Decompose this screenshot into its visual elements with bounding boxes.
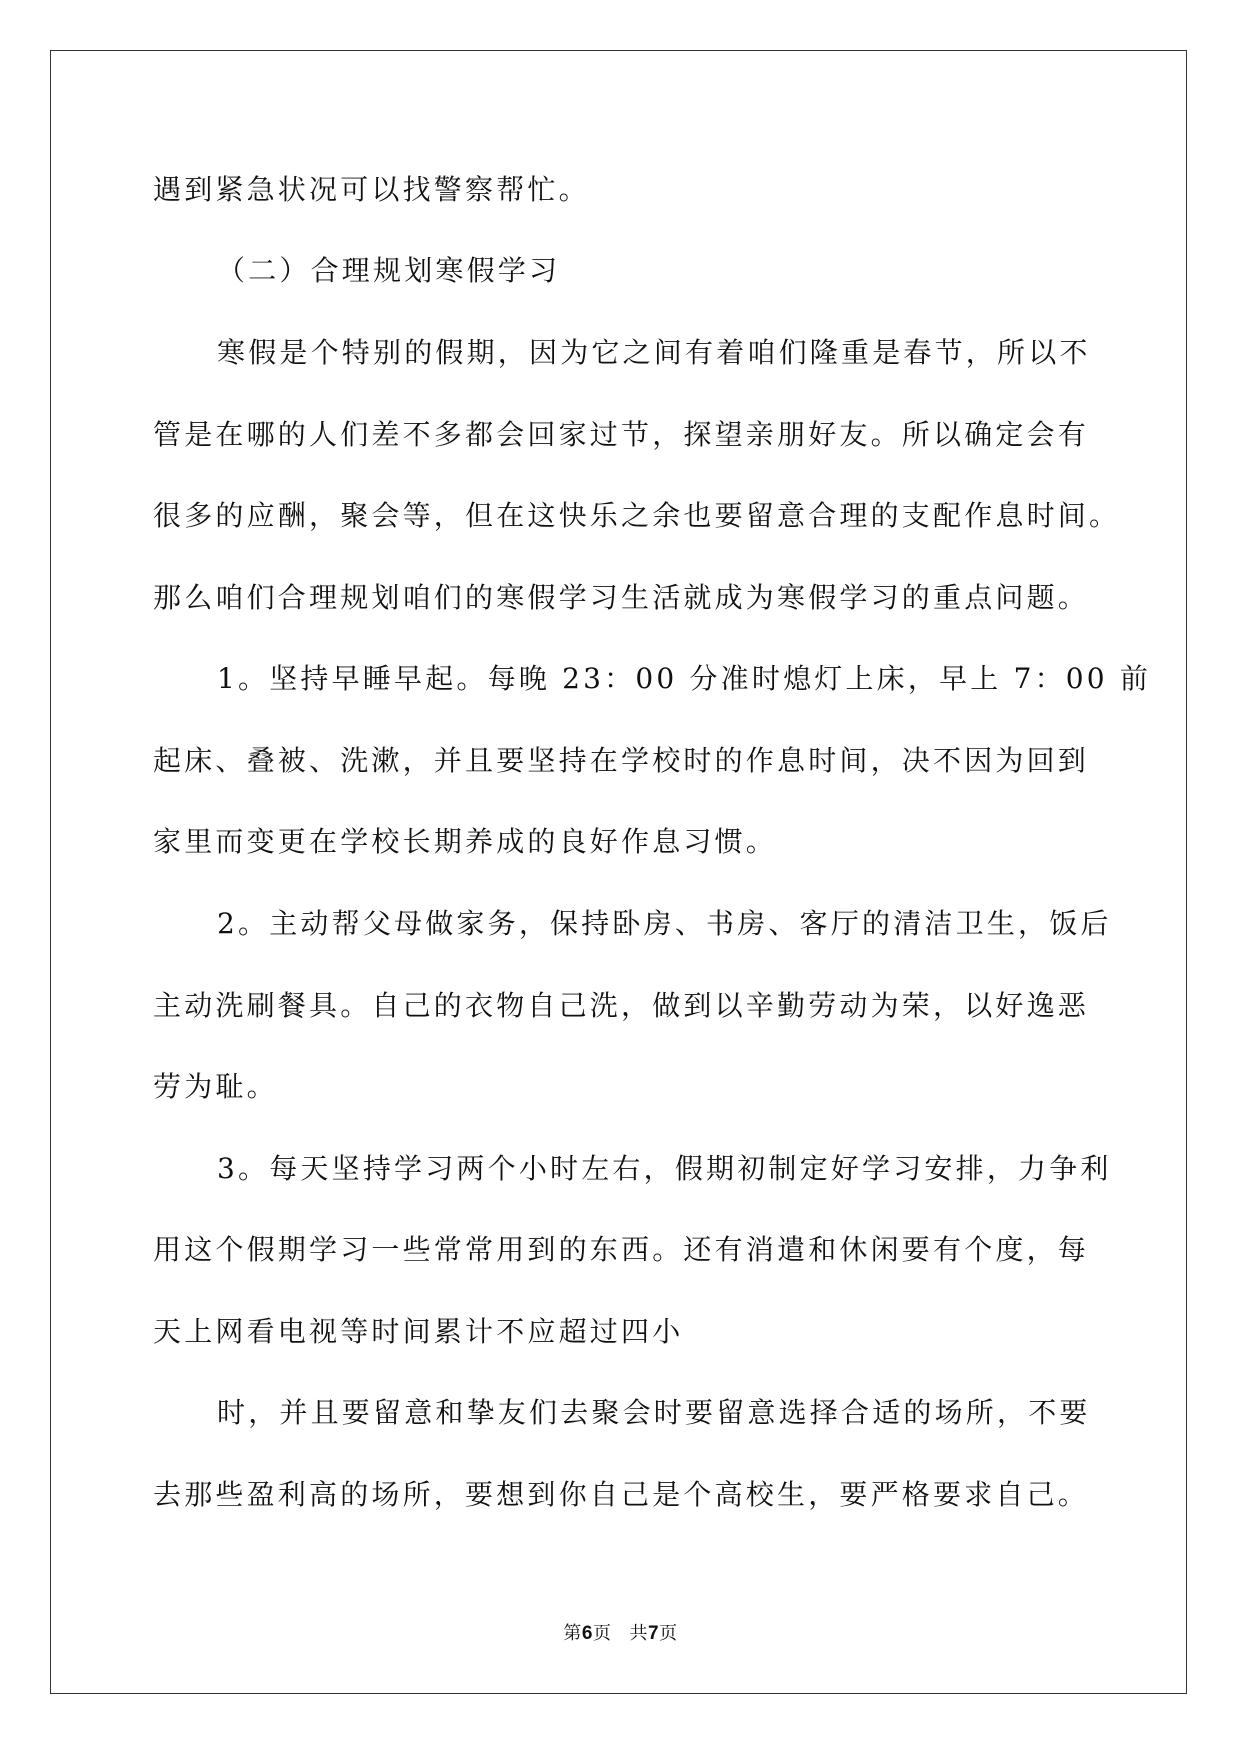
footer-page-suffix: 页 (593, 1623, 612, 1644)
footer-total-suffix: 页 (659, 1623, 678, 1644)
body-line-3: 寒假是个特别的假期，因为它之间有着咱们隆重是春节，所以不 (217, 336, 1091, 369)
item-1-line-1: 1。坚持早睡早起。每晚 23：00 分准时熄灯上床，早上 7：00 前 (217, 662, 1152, 695)
item-1-line-2: 起床、叠被、洗漱，并且要坚持在学校时的作息时间，决不因为回到 (153, 744, 1090, 777)
footer-prefix: 第 (563, 1623, 582, 1644)
item-1-line-3: 家里而变更在学校长期养成的良好作息习惯。 (153, 825, 778, 858)
body-line-6: 那么咱们合理规划咱们的寒假学习生活就成为寒假学习的重点问题。 (153, 581, 1090, 614)
page-footer (0, 1622, 1241, 1646)
section-heading: （二）合理规划寒假学习 (217, 254, 561, 287)
body-line-17: 去那些盈利高的场所，要想到你自己是个高校生，要严格要求自己。 (153, 1478, 1090, 1511)
item-2-line-1: 2。主动帮父母做家务，保持卧房、书房、客厅的清洁卫生，饭后 (217, 907, 1112, 940)
item-3-line-1: 3。每天坚持学习两个小时左右，假期初制定好学习安排，力争利 (217, 1152, 1112, 1185)
body-line-4: 管是在哪的人们差不多都会回家过节，探望亲朋好友。所以确定会有 (153, 418, 1090, 451)
footer-page-number: 6 (581, 1623, 593, 1644)
page-border (50, 50, 1187, 1694)
body-line-1: 遇到紧急状况可以找警察帮忙。 (153, 173, 590, 206)
footer-total-prefix: 共 (629, 1623, 648, 1644)
body-line-16: 时，并且要留意和挚友们去聚会时要留意选择合适的场所，不要 (217, 1396, 1091, 1429)
item-3-line-2: 用这个假期学习一些常常用到的东西。还有消遣和休闲要有个度，每 (153, 1233, 1090, 1266)
body-line-5: 很多的应酬，聚会等，但在这快乐之余也要留意合理的支配作息时间。 (153, 499, 1121, 532)
footer-total-pages: 7 (648, 1623, 660, 1644)
item-2-line-3: 劳为耻。 (153, 1070, 278, 1103)
item-2-line-2: 主动洗刷餐具。自己的衣物自己洗，做到以辛勤劳动为荣，以好逸恶 (153, 989, 1090, 1022)
item-3-line-3: 天上网看电视等时间累计不应超过四小 (153, 1315, 684, 1348)
